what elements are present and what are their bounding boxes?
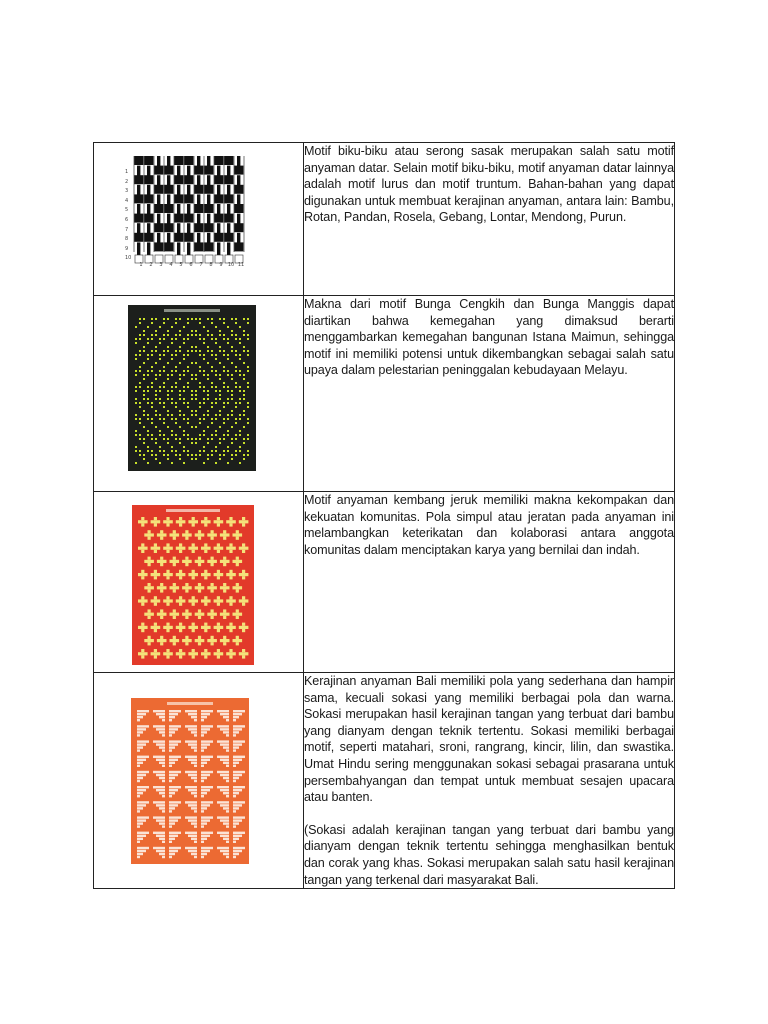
table-row xyxy=(94,492,675,673)
grid-col-number: 11 xyxy=(237,262,245,268)
grid-col-number: 7 xyxy=(199,262,203,268)
table-row xyxy=(94,143,675,296)
grid-col-number: 5 xyxy=(179,262,183,268)
description-cell xyxy=(304,143,675,296)
table-row xyxy=(94,673,675,889)
kembang-jeruk-weave-image xyxy=(132,505,254,665)
grid-row-number: 2 xyxy=(125,178,129,185)
description-cell xyxy=(304,673,675,889)
motif-description: Makna dari motif Bunga Cengkih dan Bunga Manggis dapat diartikan bahwa kemegahan yang dimaksud berarti menggambarkan kemegahan bangunan Istana Maimun, sehingga motif ini memiliki potensi untuk dikembangkan sebagai salah satu upaya dalam pelestarian peninggalan kebudayaan Melayu. xyxy=(304,297,674,378)
grid-row-number: 8 xyxy=(125,236,129,243)
grid-col-number: 10 xyxy=(227,262,235,268)
motif-description-note: (Sokasi adalah kerajinan tangan yang terbuat dari bambu yang dianyam dengan teknik tertentu sehingga menghasilkan bentuk dan corak yang khas. Sokasi merupakan salah satu hasil kerajinan tangan yang terkenal dari masyarakat Bali. xyxy=(304,822,674,887)
grid-row-number: 1 xyxy=(125,169,129,175)
grid-col-number: 6 xyxy=(189,262,193,268)
table-row xyxy=(94,296,675,492)
sokasi-weave-image xyxy=(131,698,249,864)
description-cell xyxy=(304,296,675,492)
grid-column-numbers xyxy=(136,262,248,268)
motif-table xyxy=(93,142,675,889)
grid-col-number: 2 xyxy=(149,262,153,268)
grid-row-numbers xyxy=(125,169,133,265)
image-cell xyxy=(94,296,304,492)
motif-description: Motif anyaman kembang jeruk memiliki makna kekompakan dan kekuatan komunitas. Pola simpul atau jeratan pada anyaman ini melambangkan keterikatan dan kolaborasi antara anggota komunitas dalam menciptakan karya yang bernilai dan indah. xyxy=(304,493,674,557)
grid-col-number: 1 xyxy=(139,262,143,268)
grid-row-number: 3 xyxy=(125,188,129,195)
biku-biku-weave-image xyxy=(124,152,246,264)
grid-col-number: 9 xyxy=(219,262,223,268)
grid-row-number: 9 xyxy=(125,245,129,252)
image-cell xyxy=(94,143,304,296)
motif-description: Motif biku-biku atau serong sasak merupakan salah satu motif anyaman datar. Selain motif biku-biku, motif anyaman datar lainnya adalah motif lurus dan motif truntum. Bahan-bahan yang dapat digunakan untuk membuat kerajinan anyaman, antara lain: Bambu, Rotan, Pandan, Rosela, Gebang, Lontar, Mendong, Purun. xyxy=(304,144,674,225)
motif-description: Kerajinan anyaman Bali memiliki pola yang sederhana dan hampir sama, kecuali sokasi yang memiliki berbagai pola dan warna. Sokasi merupakan hasil kerajinan tangan yang terbuat dari bambu yang dianyam dengan teknik tertentu. Sokasi memiliki berbagai motif, seperti matahari, sroni, rangrang, kincir, lilin, dan swastika. Umat Hindu sering menggunakan sokasi sebagai prasarana untuk persembahyangan dan tempat untuk membuat sesajen upacara atau banten. xyxy=(304,674,674,805)
image-cell xyxy=(94,492,304,673)
grid-row-number: 6 xyxy=(125,216,129,223)
image-cell xyxy=(94,673,304,889)
grid-col-number: 8 xyxy=(209,262,213,268)
grid-row-number: 7 xyxy=(125,226,129,233)
grid-col-number: 4 xyxy=(169,262,173,268)
grid-row-number: 10 xyxy=(125,255,132,262)
bunga-cengkih-weave-image xyxy=(128,305,256,471)
grid-row-number: 5 xyxy=(125,207,129,214)
grid-row-number: 4 xyxy=(125,197,129,204)
description-cell xyxy=(304,492,675,673)
grid-col-number: 3 xyxy=(159,262,163,268)
